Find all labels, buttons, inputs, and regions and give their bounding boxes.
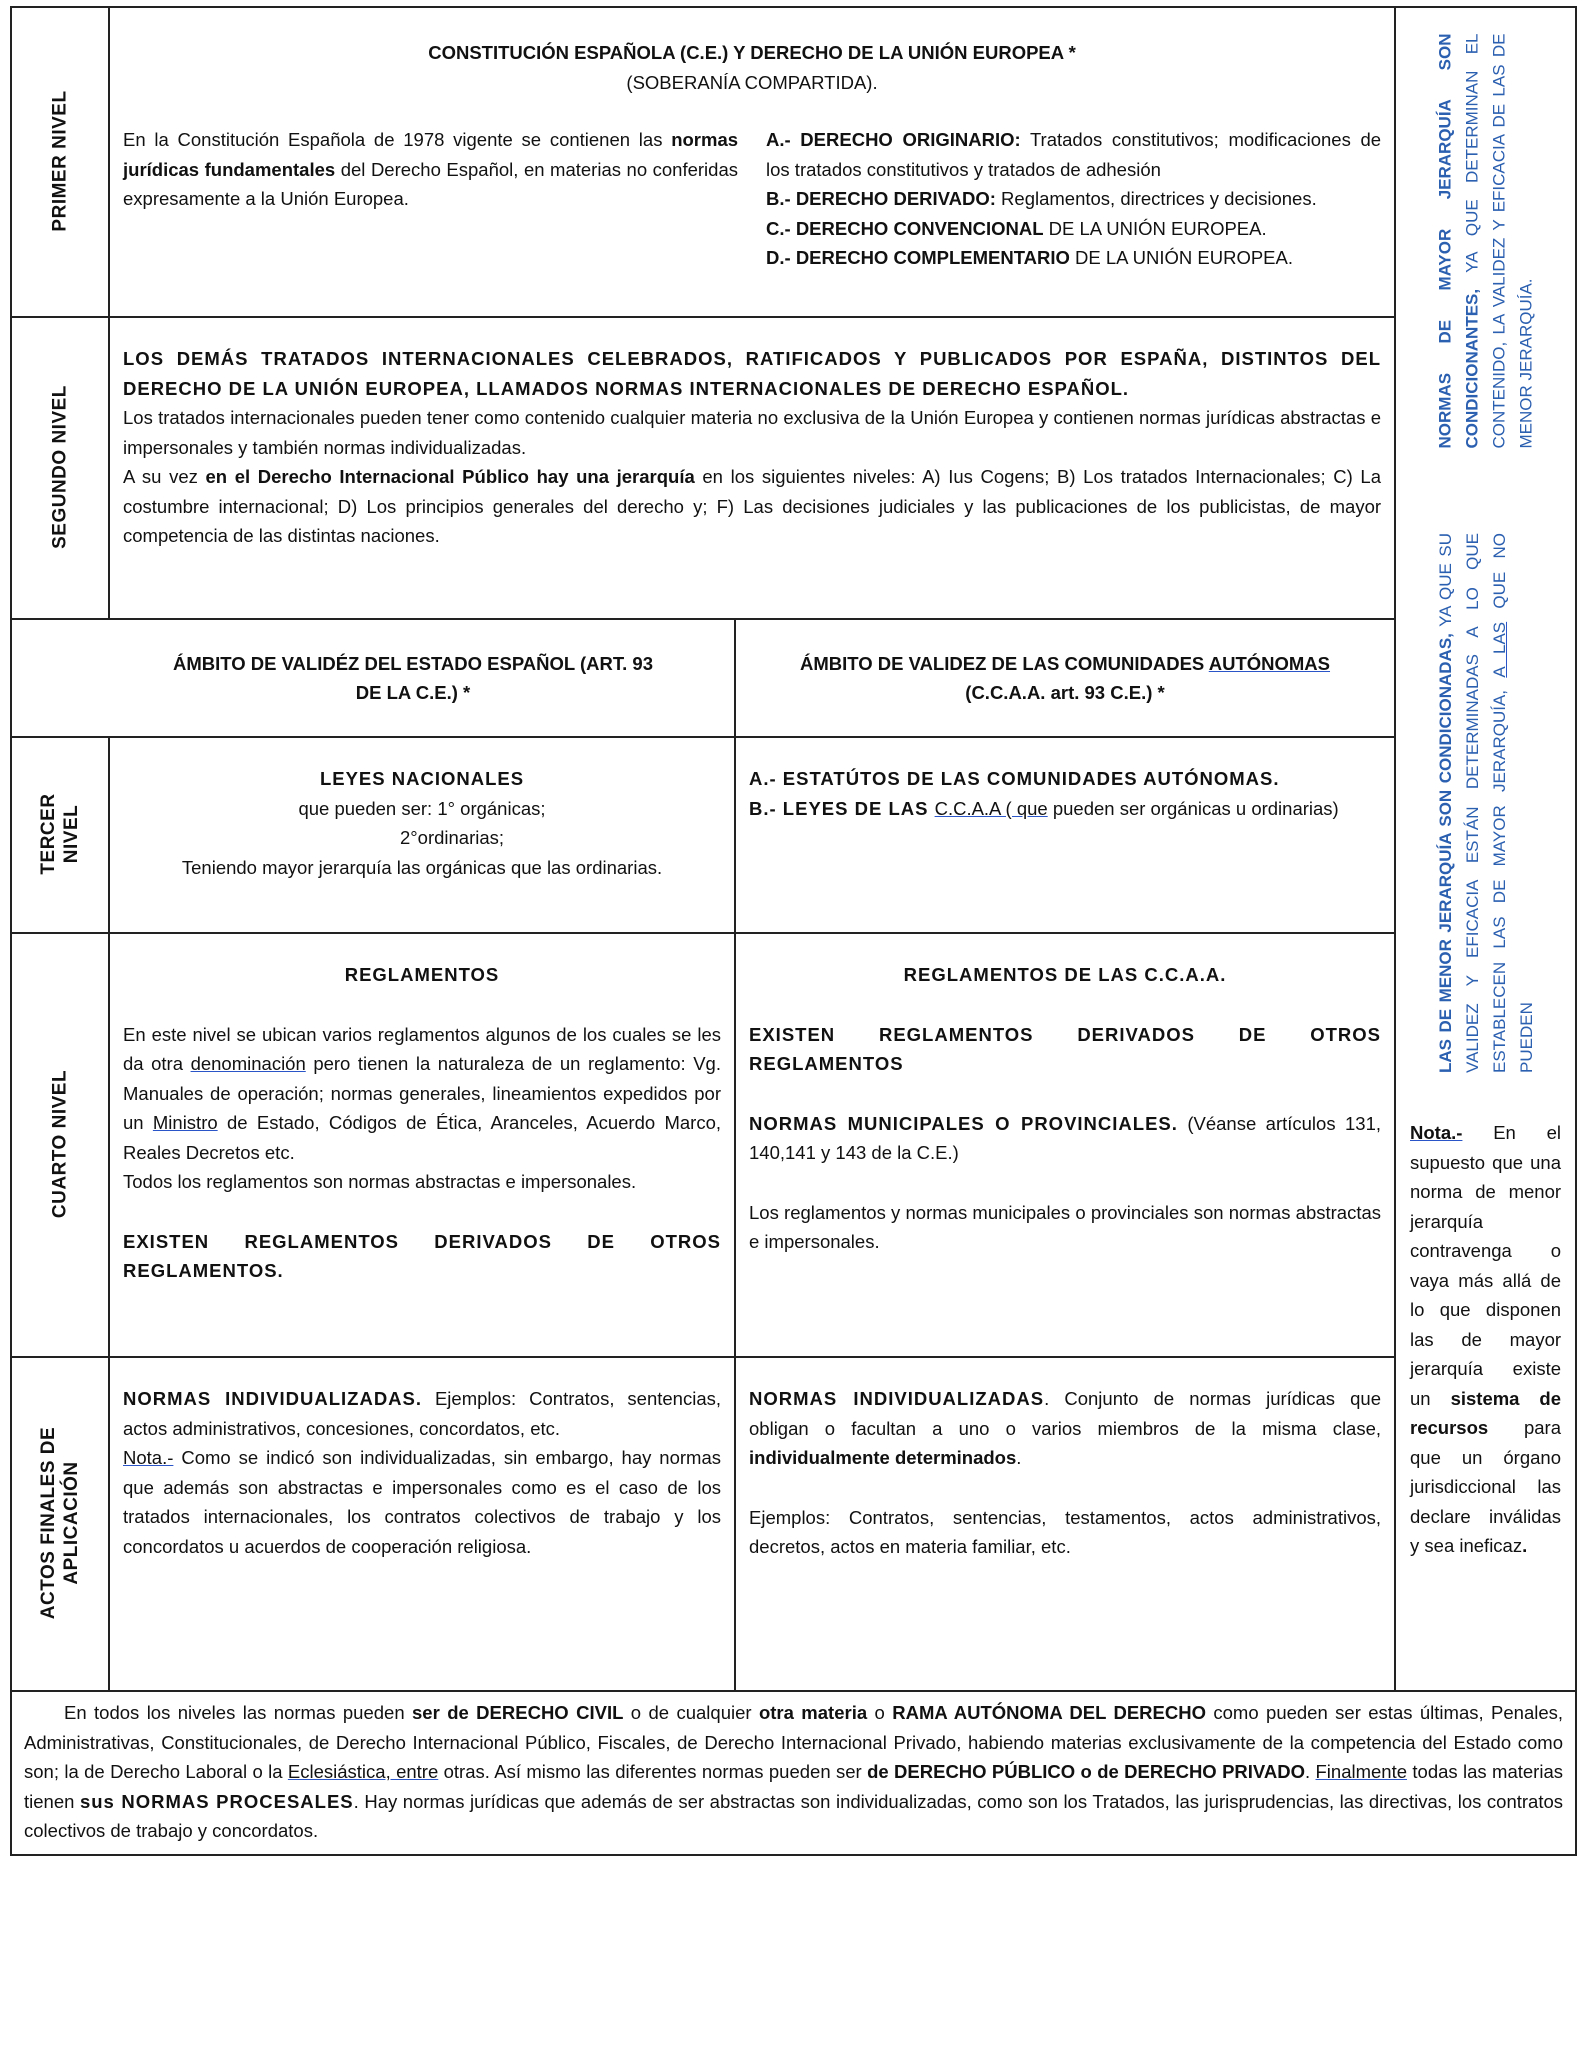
cuarto-left-p3: EXISTEN REGLAMENTOS DERIVADOS DE OTROS REGLAMENTOS.: [123, 1230, 721, 1281]
row-segundo-nivel: [11, 317, 1576, 619]
side-blue-note-1: NORMAS DE MAYOR JERARQUÍA SON CONDICIONANTES, YA QUE DETERMINAN EL CONTENIDO, LA VALIDEZ Y EFICACIA DE LAS DE MENOR JERARQUÍA.: [1435, 33, 1536, 449]
tercer-left-line1: que pueden ser: 1° orgánicas;: [298, 797, 546, 819]
row-ambito: [11, 619, 1576, 737]
level-label-cell: [11, 933, 109, 1357]
row-cuarto-nivel: [11, 933, 1576, 1357]
level-label-segundo: SEGUNDO NIVEL: [49, 385, 71, 549]
segundo-p2: A su vez en el Derecho Internacional Público hay una jerarquía en los siguientes niveles: A) Ius Cogens; B) Los tratados Internacionales; C) La costumbre internacional; D) Los principios generales del derecho y; F) Las decisiones judiciales y las publicaciones de los publicistas, de mayor competencia de las distintas naciones.: [123, 466, 1382, 546]
hierarchy-document: [10, 6, 1575, 1856]
tercer-left-line3: Teniendo mayor jerarquía las orgánicas que las ordinarias.: [181, 856, 663, 878]
segundo-p1: Los tratados internacionales pueden tener como contenido cualquier materia no exclusiva de la Unión Europea y contienen normas jurídicas abstractas e impersonales y también normas individualizadas.: [123, 407, 1382, 458]
side-nota: Nota.- En el supuesto que una norma de menor jerarquía contravenga o vaya más allá de lo que disponen las de mayor jerarquía existe un sistema de recursos para que un órgano jurisdiccional las declare inválidas y sea ineficaz.: [1410, 1122, 1562, 1556]
level-label-actos: ACTOS FINALES DE APLICACIÓN: [38, 1426, 82, 1620]
cuarto-right-p1: EXISTEN REGLAMENTOS DERIVADOS DE OTROS REGLAMENTOS: [749, 1023, 1382, 1074]
actos-right-ejemplos: Ejemplos: Contratos, sentencias, testamentos, actos administrativos, decretos, actos en materia familiar, etc.: [749, 1506, 1382, 1557]
level-label-primer: PRIMER NIVEL: [49, 90, 71, 232]
level-label-tercer: TERCER NIVEL: [38, 793, 82, 875]
segundo-heading: LOS DEMÁS TRATADOS INTERNACIONALES CELEBRADOS, RATIFICADOS Y PUBLICADOS POR ESPAÑA, DISTINTOS DEL DERECHO DE LA UNIÓN EUROPEA, LLAMADOS NORMAS INTERNACIONALES DE DERECHO ESPAÑOL.: [123, 348, 1382, 399]
level-label-cell: [11, 737, 109, 933]
primer-content: [109, 7, 1395, 317]
primer-right-list: A.- DERECHO ORIGINARIO: Tratados constitutivos; modificaciones de los tratados constitutivos y tratados de adhesión B.- DERECHO DERIVADO: Reglamentos, directrices y decisiones. C.- DERECHO CONVENCIONAL DE LA UNIÓN EUROPEA. D.- DERECHO COMPLEMENTARIO DE LA UNIÓN EUROPEA.: [766, 129, 1382, 268]
ambito-left-text: ÁMBITO DE VALIDÉZ DEL ESTADO ESPAÑOL (ART. 93 DE LA C.E.) *: [172, 652, 654, 703]
segundo-content: [109, 317, 1395, 619]
level-label-cell: [11, 7, 109, 317]
row-tercer-nivel: [11, 737, 1576, 933]
level-label-cuarto: CUARTO NIVEL: [49, 1069, 71, 1219]
tercer-left: [109, 737, 735, 933]
cuarto-left: [109, 933, 735, 1357]
level-label-cell: [11, 317, 109, 619]
actos-right-p1: NORMAS INDIVIDUALIZADAS. Conjunto de normas jurídicas que obligan o facultan a uno o varios miembros de la misma clase, individualmente determinados.: [749, 1388, 1382, 1468]
ambito-left: [11, 619, 735, 737]
cuarto-left-title: REGLAMENTOS: [344, 964, 500, 985]
actos-left-p1: NORMAS INDIVIDUALIZADAS. Ejemplos: Contratos, sentencias, actos administrativos, concesiones, concordatos, etc.: [123, 1388, 721, 1439]
ambito-right-text: ÁMBITO DE VALIDEZ DE LAS COMUNIDADES AUTÓNOMAS (C.C.A.A. art. 93 C.E.) *: [800, 652, 1331, 703]
actos-left-nota: Nota.- Como se indicó son individualizadas, sin embargo, hay normas que además son abstractas e impersonales como es el caso de los tratados internacionales, los contratos colectivos de trabajo y los concordatos u acuerdos de cooperación religiosa.: [123, 1447, 721, 1557]
footer-text: En todos los niveles las normas pueden ser de DERECHO CIVIL o de cualquier otra materia o RAMA AUTÓNOMA DEL DERECHO como pueden ser estas últimas, Penales, Administrativas, Constitucionales, de Derecho Internacional Público, Fiscales, de Derecho Internacional Privado, habiendo materias exclusivamente de la competencia del Estado como son; la de Derecho Laboral o la Eclesiástica, entre otras. Así mismo las diferentes normas pueden ser de DERECHO PÚBLICO o de DERECHO PRIVADO. Finalmente todas las materias tienen sus NORMAS PROCESALES. Hay normas jurídicas que además de ser abstractas son individualizadas, como son los Tratados, las jurisprudencias, las directivas, los contratos colectivos de trabajo y concordatos.: [24, 1702, 1564, 1841]
cuarto-left-p2: Todos los reglamentos son normas abstractas e impersonales.: [123, 1171, 637, 1192]
actos-left: [109, 1357, 735, 1691]
cuarto-right-p3: Los reglamentos y normas municipales o provinciales son normas abstractas e impersonales.: [749, 1201, 1382, 1252]
actos-right: [735, 1357, 1395, 1691]
cuarto-right: [735, 933, 1395, 1357]
primer-subtitle: (SOBERANÍA COMPARTIDA).: [626, 71, 878, 93]
side-column: [1395, 7, 1576, 1691]
tercer-right-b: B.- LEYES DE LAS C.C.A.A ( que pueden ser orgánicas u ordinarias): [749, 797, 1339, 819]
hierarchy-table: [10, 6, 1577, 1856]
row-primer-nivel: [11, 7, 1576, 317]
cuarto-right-p2: NORMAS MUNICIPALES O PROVINCIALES. (Véanse artículos 131, 140,141 y 143 de la C.E.): [749, 1112, 1382, 1163]
level-label-cell: [11, 1357, 109, 1691]
primer-title: CONSTITUCIÓN ESPAÑOLA (C.E.) Y DERECHO DE LA UNIÓN EUROPEA *: [428, 42, 1076, 63]
tercer-right: [735, 737, 1395, 933]
primer-left-text: En la Constitución Española de 1978 vigente se contienen las normas jurídicas fundamentales del Derecho Español, en materias no conferidas expresamente a la Unión Europea.: [123, 129, 739, 209]
row-actos-finales: [11, 1357, 1576, 1691]
ambito-right: [735, 619, 1395, 737]
side-blue-note-2: LAS DE MENOR JERARQUÍA SON CONDICIONADAS, YA QUE SU VALIDEZ Y EFICACIA ESTÁN DETERMINADAS A LO QUE ESTABLECEN LAS DE MAYOR JERARQUÍA, A LAS QUE NO PUEDEN: [1436, 532, 1537, 1073]
row-footer: [11, 1691, 1576, 1855]
tercer-left-line2: 2°ordinarias;: [399, 827, 505, 848]
tercer-left-title: LEYES NACIONALES: [319, 768, 525, 789]
cuarto-right-title: REGLAMENTOS DE LAS C.C.A.A.: [903, 964, 1227, 985]
cuarto-left-p1: En este nivel se ubican varios reglamentos algunos de los cuales se les da otra denominación pero tienen la naturaleza de un reglamento: Vg. Manuales de operación; normas generales, lineamientos expedidos por un Ministro de Estado, Códigos de Ética, Aranceles, Acuerdo Marco, Reales Decretos etc.: [123, 1023, 721, 1163]
tercer-right-a: A.- ESTATÚTOS DE LAS COMUNIDADES AUTÓNOMAS.: [749, 768, 1280, 789]
footer-cell: [11, 1691, 1576, 1855]
